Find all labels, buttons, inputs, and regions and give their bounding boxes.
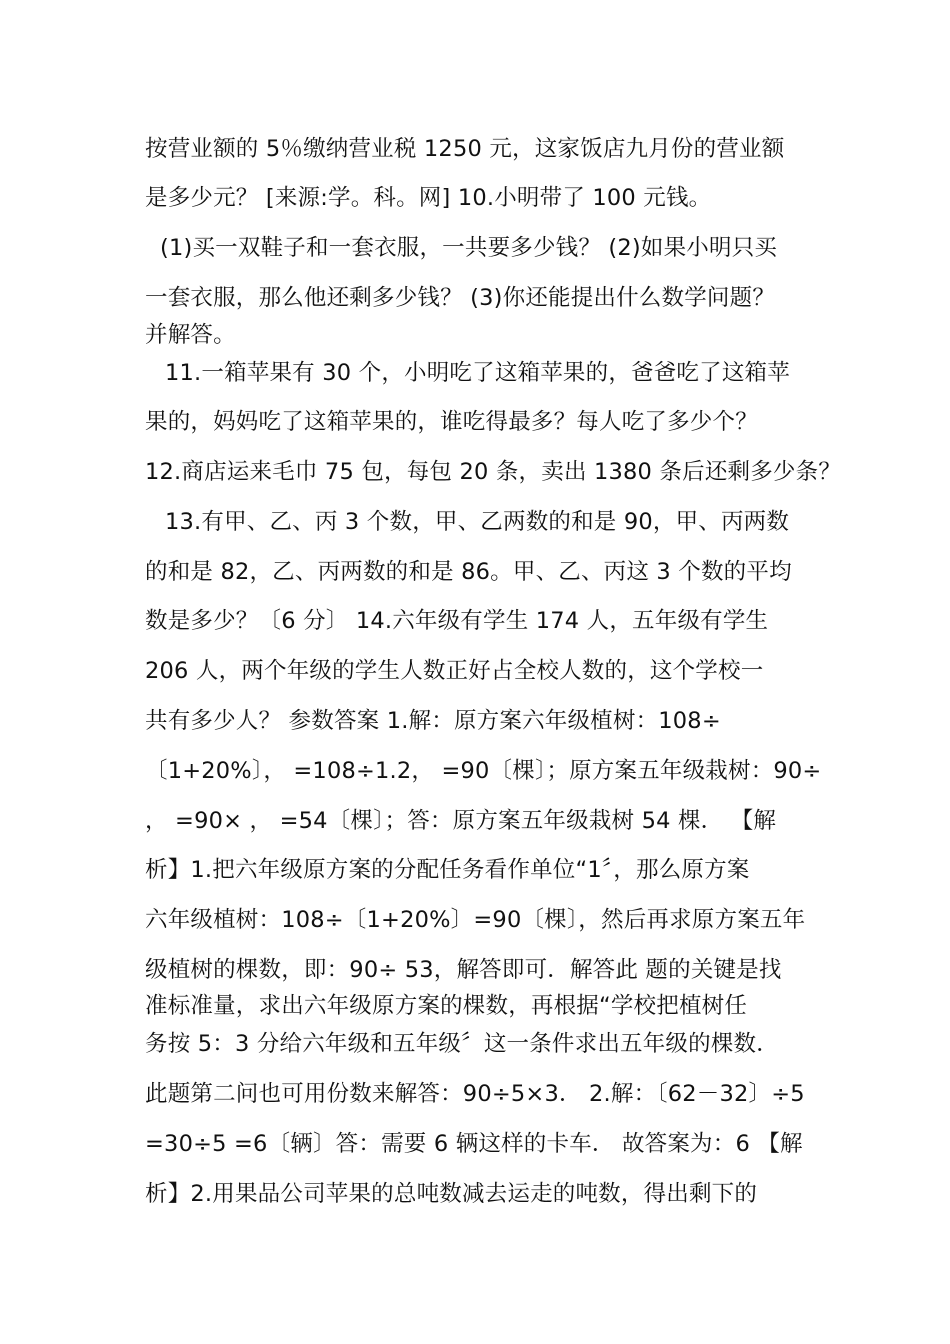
text-line: 务按 5：3 分给六年级和五年级〞这一条件求出五年级的棵数．	[145, 1031, 779, 1057]
text-line: 13.有甲、乙、丙 3 个数，甲、乙两数的和是 90，甲、丙两数	[165, 509, 790, 535]
text-line: 六年级植树：108÷〔1+20%〕=90〔棵〕，然后再求原方案五年	[145, 907, 806, 933]
text-line: ， =90× ， =54〔棵〕；答：原方案五年级栽树 54 棵． 【解	[145, 808, 777, 834]
text-line: 是多少元？ [来源:学。科。网] 10.小明带了 100 元钱。	[145, 185, 712, 211]
text-line: 果的，妈妈吃了这箱苹果的，谁吃得最多？每人吃了多少个？	[145, 409, 758, 435]
text-line: 准标准量，求出六年级原方案的棵数，再根据“学校把植树任	[145, 993, 748, 1019]
text-line: 共有多少人？ 参数答案 1.解：原方案六年级植树：108÷	[145, 708, 721, 734]
text-line: 析】1.把六年级原方案的分配任务看作单位“1〞，那么原方案	[145, 857, 750, 883]
text-line: 并解答。	[145, 322, 236, 348]
text-line: 11.一箱苹果有 30 个，小明吃了这箱苹果的，爸爸吃了这箱苹	[165, 360, 790, 386]
text-line: 〔1+20%〕， =108÷1.2， =90〔棵〕；原方案五年级栽树：90÷	[145, 758, 822, 784]
text-line: 此题第二问也可用份数来解答：90÷5×3． 2.解：〔62－32〕÷5	[145, 1081, 805, 1107]
text-line: 按营业额的 5％缴纳营业税 1250 元，这家饭店九月份的营业额	[145, 136, 785, 162]
text-line: 12.商店运来毛巾 75 包，每包 20 条，卖出 1380 条后还剩多少条？	[145, 459, 842, 485]
text-line: 析】2.用果品公司苹果的总吨数减去运走的吨数，得出剩下的	[145, 1181, 758, 1207]
text-line: 的和是 82，乙、丙两数的和是 86。甲、乙、丙这 3 个数的平均	[145, 559, 792, 585]
text-line: 级植树的棵数，即：90÷ 53，解答即可．解答此 题的关键是找	[145, 957, 782, 983]
text-line: 一套衣服，那么他还剩多少钱？ (3)你还能提出什么数学问题？	[145, 285, 776, 311]
text-line: (1)买一双鞋子和一套衣服，一共要多少钱？ (2)如果小明只买	[160, 235, 778, 261]
text-line: =30÷5 =6〔辆〕答：需要 6 辆这样的卡车． 故答案为：6 【解	[145, 1131, 803, 1157]
text-line: 206 人，两个年级的学生人数正好占全校人数的，这个学校一	[145, 658, 764, 684]
text-line: 数是多少？〔6 分〕 14.六年级有学生 174 人，五年级有学生	[145, 608, 769, 634]
